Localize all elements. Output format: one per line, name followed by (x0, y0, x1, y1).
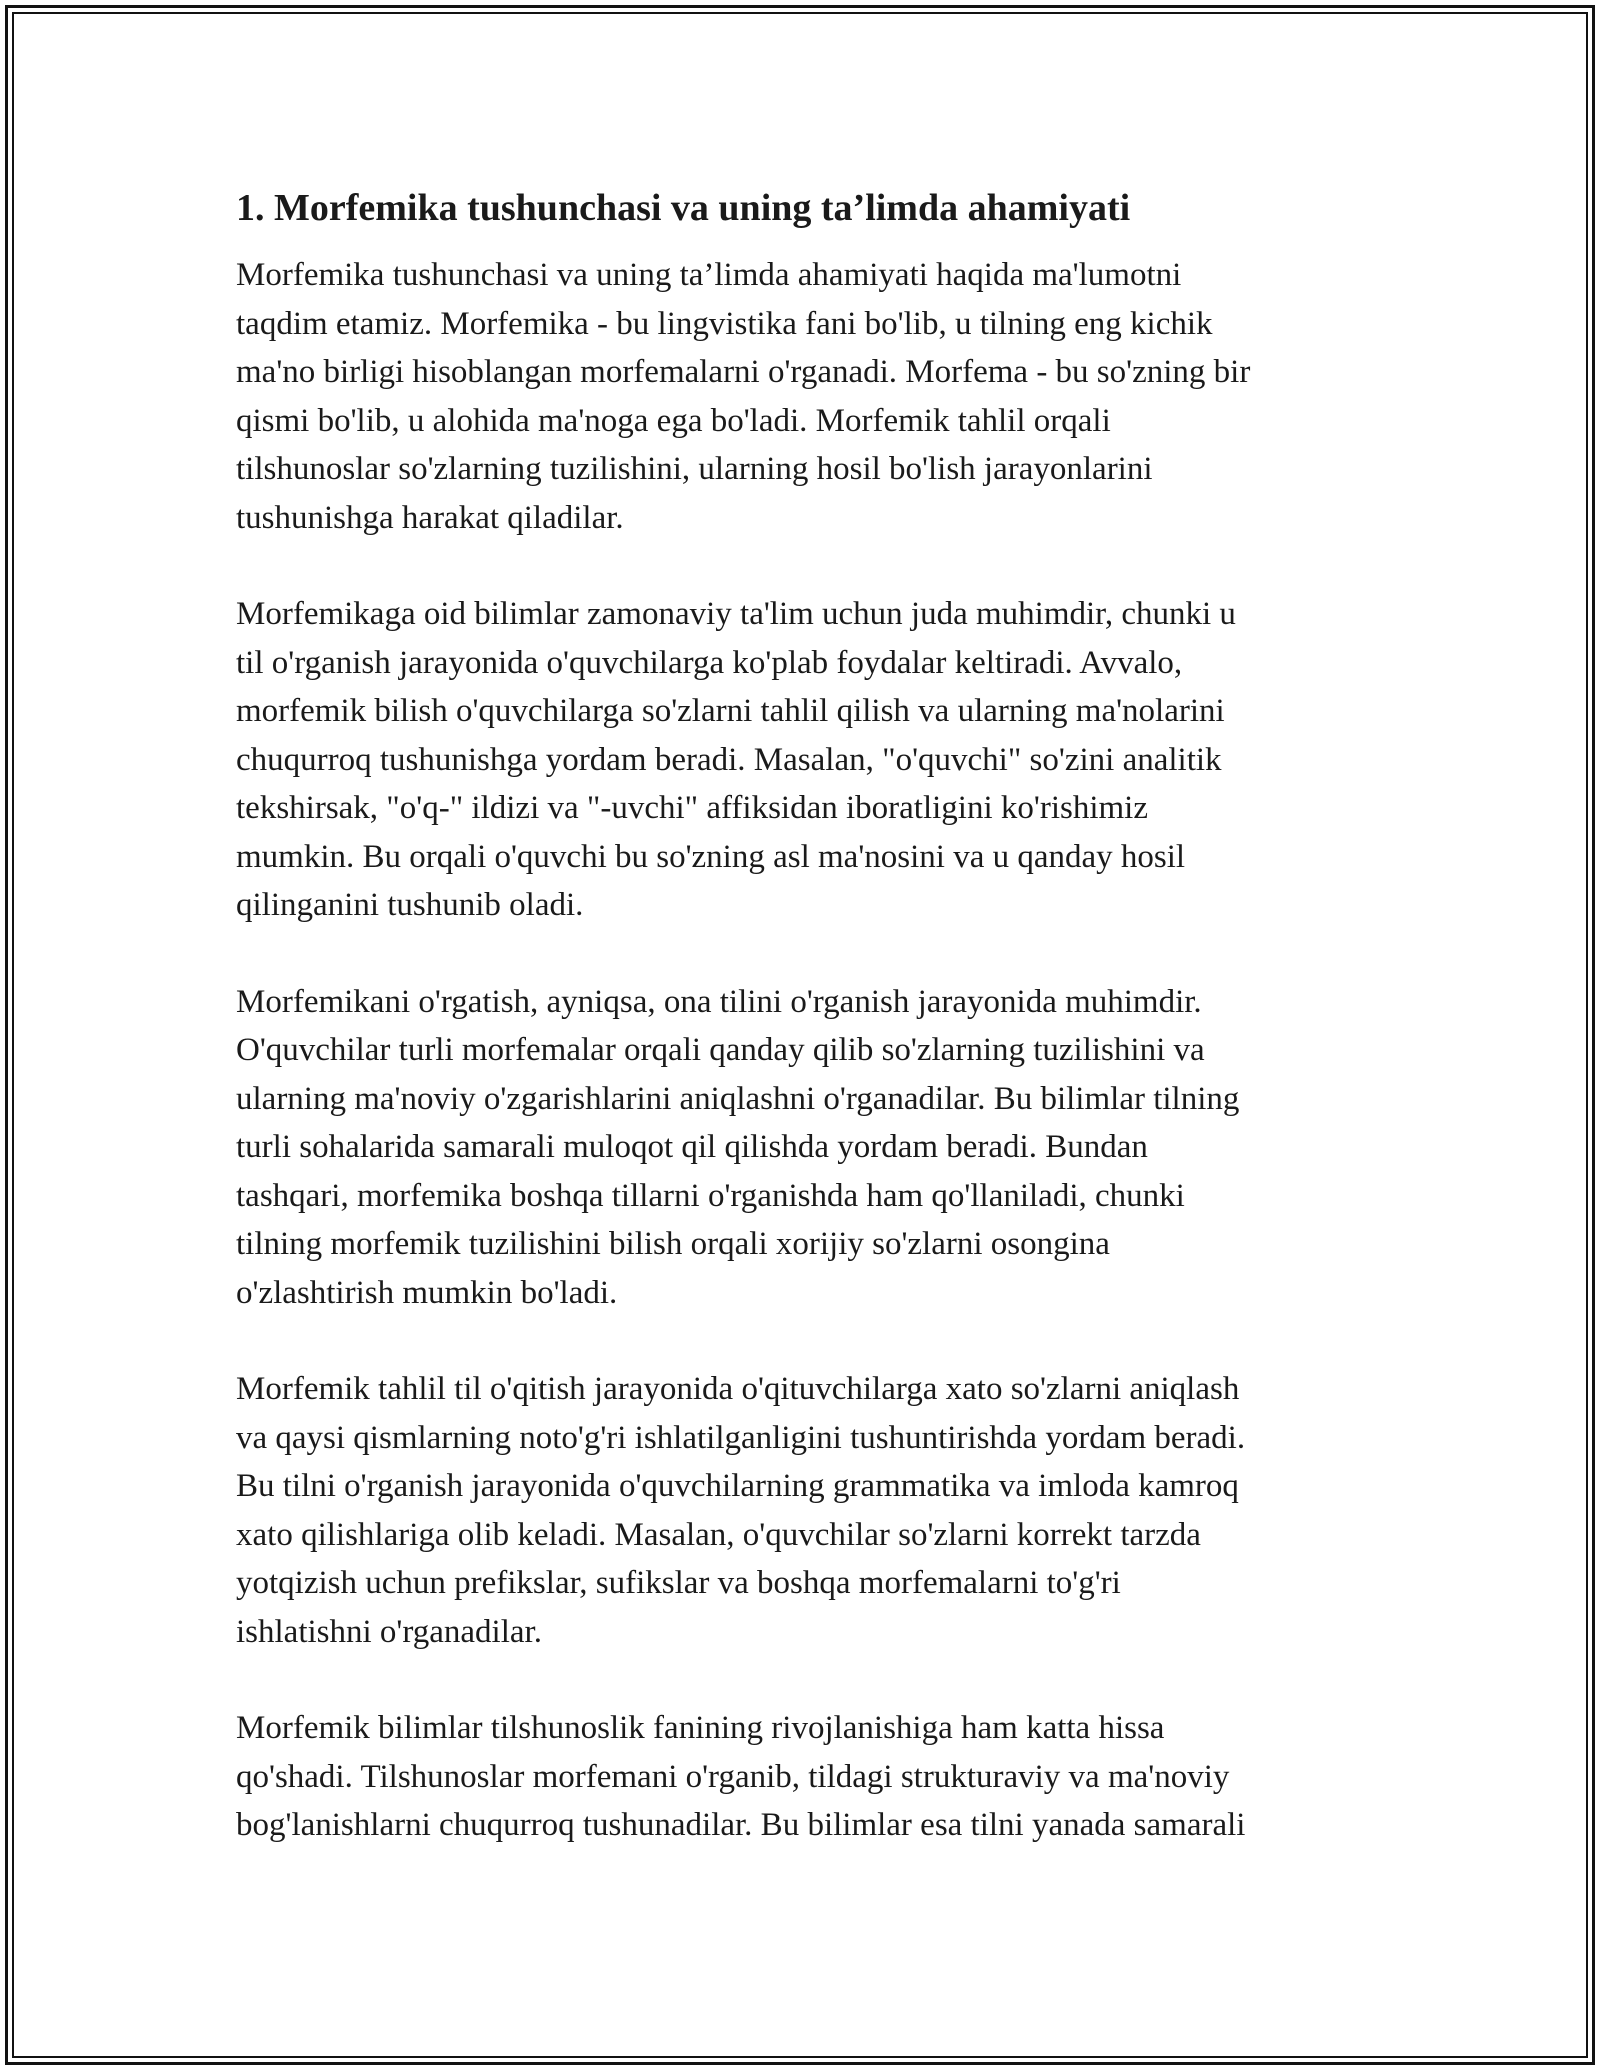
paragraph-5: Morfemik bilimlar tilshunoslik fanining rivojlanishiga ham katta hissa qo'shadi. Tilshunoslar morfemani o'rganib, tildagi strukturaviy va ma'noviy bog'lanishlarni chuqurroq tushunadilar. Bu bilimlar esa tilni yanada samarali (236, 1710, 1246, 1843)
paragraph-1: Morfemika tushunchasi va uning ta’limda ahamiyati haqida ma'lumotni taqdim etamiz. Morfemika - bu lingvistika fani bo'lib, u tilning eng kichik ma'no birligi hisoblangan morfemalarni o'rganadi. Morfema - bu so'zning bir qismi bo'lib, u alohida ma'noga ega bo'ladi. Morfemik tahlil orqali tilshunoslar so'zlarning tuzilishini, ularning hosil bo'lish jarayonlarini tushunishga harakat qiladilar. (236, 257, 1251, 536)
document-body (236, 183, 1376, 1898)
paragraph-4: Morfemik tahlil til o'qitish jarayonida o'qituvchilarga xato so'zlarni aniqlash va qaysi qismlarning noto'g'ri ishlatilganligini tushuntirishda yordam beradi. Bu tilni o'rganish jarayonida o'quvchilarning grammatika va imloda kamroq xato qilishlariga olib keladi. Masalan, o'quvchilar so'zlarni korrekt tarzda yotqizish uchun prefikslar, sufikslar va boshqa morfemalarni to'g'ri ishlatishni o'rganadilar. (236, 1371, 1246, 1650)
paragraph-3: Morfemikani o'rgatish, ayniqsa, ona tilini o'rganish jarayonida muhimdir. O'quvchilar turli morfemalar orqali qanday qilib so'zlarning tuzilishini va ularning ma'noviy o'zgarishlarini aniqlashni o'rganadilar. Bu bilimlar tilning turli sohalarida samarali muloqot qil qilishda yordam beradi. Bundan tashqari, morfemika boshqa tillarni o'rganishda ham qo'llaniladi, chunki tilning morfemik tuzilishini bilish orqali xorijiy so'zlarni osongina o'zlashtirish mumkin bo'ladi. (236, 983, 1240, 1311)
section-heading: 1. Morfemika tushunchasi va uning ta’limda ahamiyati (236, 187, 1131, 229)
paragraph-2: Morfemikaga oid bilimlar zamonaviy ta'lim uchun juda muhimdir, chunki u til o'rganish jarayonida o'quvchilarga ko'plab foydalar keltiradi. Avvalo, morfemik bilish o'quvchilarga so'zlarni tahlil qilish va ularning ma'nolarini chuqurroq tushunishga yordam beradi. Masalan, "o'quvchi" so'zini analitik tekshirsak, "o'q-" ildizi va "-uvchi" affiksidan iboratligini ko'rishimiz mumkin. Bu orqali o'quvchi bu so'zning asl ma'nosini va u qanday hosil qilinganini tushunib oladi. (236, 596, 1236, 923)
